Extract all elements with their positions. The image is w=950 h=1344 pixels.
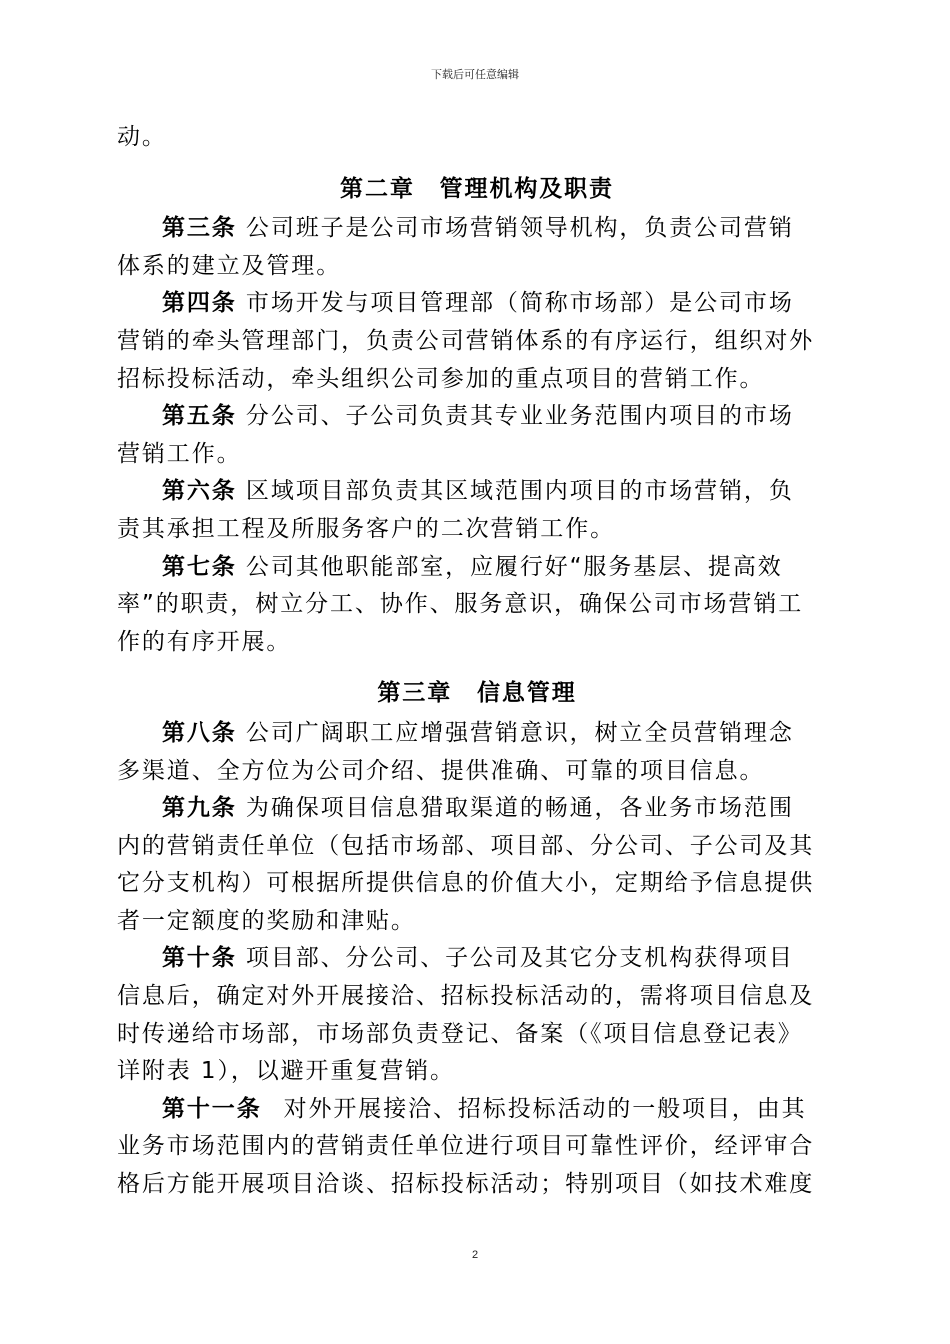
text-line: 为确保项目信息猎取渠道的畅通，各业务市场范围 — [245, 795, 794, 822]
text-line: 区域项目部负责其区域范围内项目的市场营销，负 — [245, 478, 794, 505]
article-9 — [117, 790, 837, 828]
chapter-heading-3: 第三章 信息管理 — [377, 680, 577, 707]
text-line: 者一定额度的奖励和津贴。 — [117, 907, 416, 934]
article-6 — [117, 473, 837, 511]
article-label: 第五条 — [162, 403, 237, 430]
text-line: 详附表 1），以避开重复营销。 — [117, 1058, 455, 1085]
article-label: 第三条 — [162, 215, 237, 242]
text-line: 内的营销责任单位（包括市场部、项目部、分公司、子公司及其 — [117, 832, 815, 859]
text-line: 业务市场范围内的营销责任单位进行项目可靠性评价，经评审合 — [117, 1133, 815, 1160]
article-label: 第七条 — [162, 553, 237, 580]
text-line: 信息后，确定对外开展接洽、招标投标活动的，需将项目信息及 — [117, 983, 815, 1010]
text-line: 动。 — [117, 124, 167, 150]
article-5 — [117, 398, 837, 436]
article-label: 第四条 — [162, 290, 237, 317]
page-header: 下载后可任意编辑 — [431, 68, 519, 81]
text-line: 格后方能开展项目洽谈、招标投标活动；特别项目（如技术难度 — [117, 1171, 815, 1198]
text-line: 公司其他职能部室，应履行好“服务基层、提高效 — [245, 553, 783, 580]
article-7 — [117, 549, 837, 587]
page-number: 2 — [471, 1249, 479, 1261]
text-line: 时传递给市场部，市场部负责登记、备案（《项目信息登记表》 — [117, 1020, 803, 1047]
article-3 — [117, 210, 837, 248]
text-line: 营销工作。 — [117, 440, 242, 467]
article-11 — [117, 1091, 837, 1129]
article-10 — [117, 940, 837, 978]
article-label: 第九条 — [162, 795, 237, 822]
text-line: 项目部、分公司、子公司及其它分支机构获得项目 — [245, 945, 794, 972]
text-line: 市场开发与项目管理部（简称市场部）是公司市场 — [245, 290, 794, 317]
text-line: 责其承担工程及所服务客户的二次营销工作。 — [117, 515, 615, 542]
text-line: 公司广阔职工应增强营销意识，树立全员营销理念 — [245, 719, 794, 746]
article-4 — [117, 285, 837, 323]
text-line: 作的有序开展。 — [117, 628, 292, 655]
article-label: 第十一条 — [162, 1095, 262, 1122]
document-body — [117, 119, 837, 1204]
article-8 — [117, 715, 837, 753]
text-line: 分公司、子公司负责其专业业务范围内项目的市场 — [245, 403, 794, 430]
article-label: 第八条 — [162, 719, 237, 746]
text-line: 率”的职责，树立分工、协作、服务意识，确保公司市场营销工 — [117, 591, 804, 618]
text-line: 公司班子是公司市场营销领导机构，负责公司营销 — [245, 215, 794, 242]
article-label: 第十条 — [162, 945, 237, 972]
text-line: 体系的建立及管理。 — [117, 252, 342, 279]
chapter-heading-2: 第二章 管理机构及职责 — [340, 175, 614, 202]
text-line: 对外开展接洽、招标投标活动的一般项目，由其 — [283, 1095, 807, 1122]
text-line: 招标投标活动，牵头组织公司参加的重点项目的营销工作。 — [117, 365, 765, 392]
text-line: 它分支机构）可根据所提供信息的价值大小，定期给予信息提供 — [117, 870, 815, 897]
article-label: 第六条 — [162, 478, 237, 505]
text-line: 营销的牵头管理部门，负责公司营销体系的有序运行，组织对外 — [117, 327, 815, 354]
text-line: 多渠道、全方位为公司介绍、提供准确、可靠的项目信息。 — [117, 757, 765, 784]
